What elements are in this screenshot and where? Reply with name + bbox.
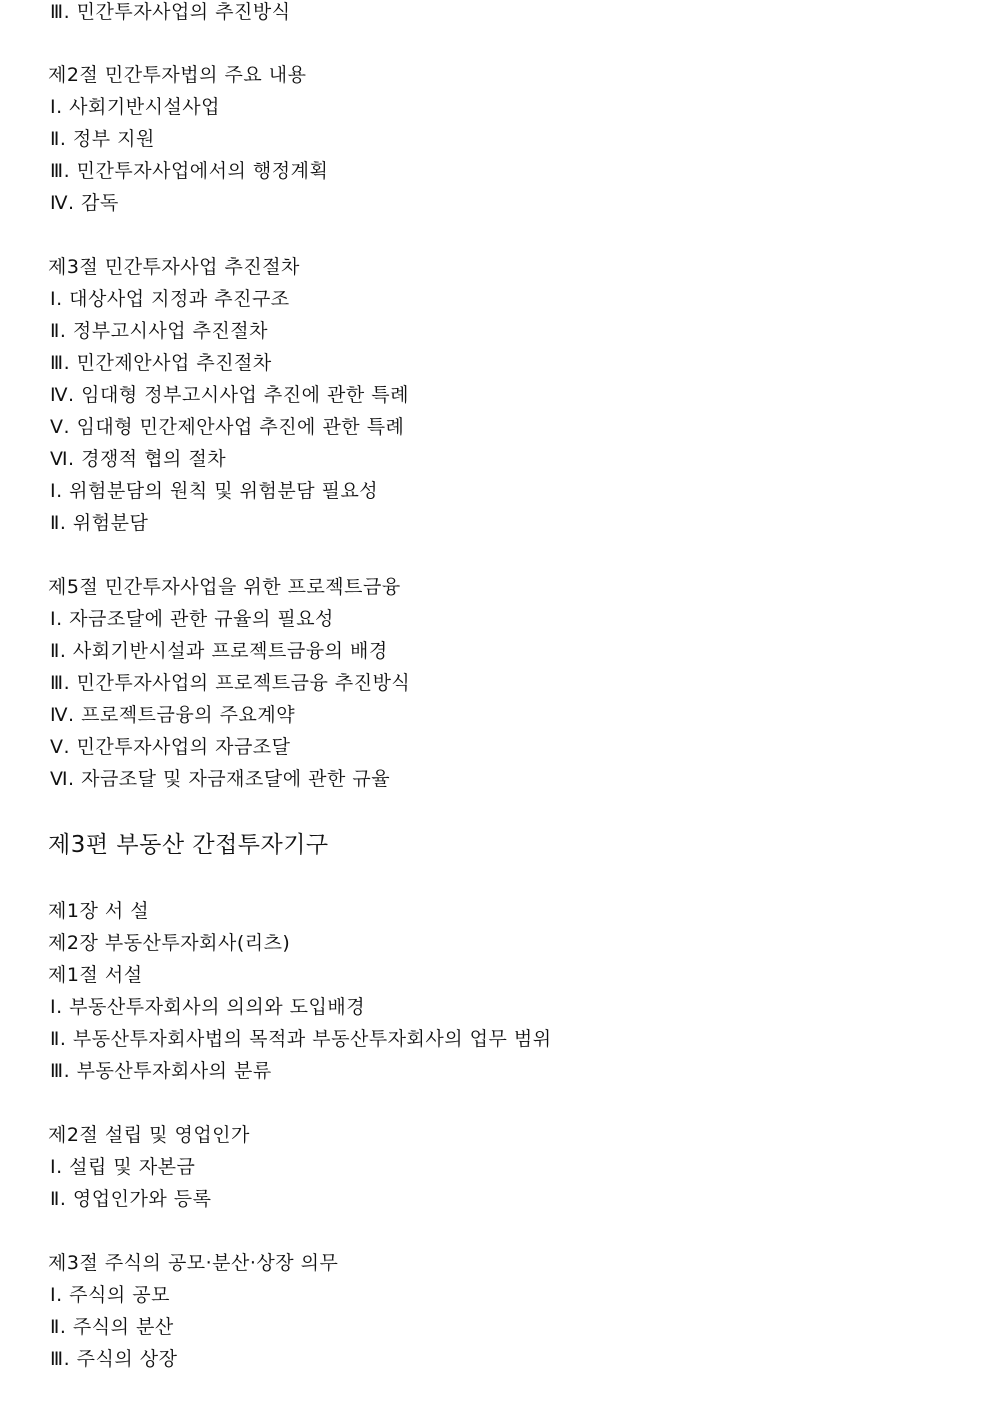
toc-item: Ⅱ. 부동산투자회사법의 목적과 부동산투자회사의 업무 범위 [50, 1028, 552, 1050]
toc-item: Ⅲ. 민간투자사업의 프로젝트금융 추진방식 [50, 672, 411, 694]
section-heading: 제2장 부동산투자회사(리츠) [48, 932, 291, 954]
toc-item: Ⅰ. 위험분담의 원칙 및 위험분담 필요성 [50, 480, 379, 502]
toc-item: Ⅴ. 민간투자사업의 자금조달 [50, 736, 291, 758]
toc-item: Ⅲ. 부동산투자회사의 분류 [50, 1060, 272, 1082]
toc-item: Ⅵ. 경쟁적 협의 절차 [50, 448, 227, 470]
toc-item: Ⅱ. 위험분담 [50, 512, 149, 534]
toc-item: Ⅳ. 감독 [50, 192, 119, 214]
toc-item: Ⅳ. 프로젝트금융의 주요계약 [50, 704, 296, 726]
toc-item: Ⅰ. 주식의 공모 [50, 1284, 170, 1306]
toc-item: Ⅰ. 자금조달에 관한 규율의 필요성 [50, 608, 334, 630]
toc-item: Ⅱ. 영업인가와 등록 [50, 1188, 212, 1210]
toc-item: Ⅱ. 정부고시사업 추진절차 [50, 320, 269, 342]
toc-item: Ⅲ. 민간투자사업의 추진방식 [50, 1, 291, 23]
toc-item: Ⅱ. 주식의 분산 [50, 1316, 174, 1338]
section-heading: 제1장 서 설 [48, 900, 150, 922]
toc-item: Ⅱ. 사회기반시설과 프로젝트금융의 배경 [50, 640, 388, 662]
toc-item: Ⅱ. 정부 지원 [50, 128, 155, 150]
section-heading: 제3절 민간투자사업 추진절차 [48, 256, 300, 278]
toc-item: Ⅰ. 부동산투자회사의 의의와 도입배경 [50, 996, 366, 1018]
toc-item: Ⅰ. 사회기반시설사업 [50, 96, 221, 118]
section-heading: 제1절 서설 [48, 964, 143, 986]
toc-item: Ⅲ. 주식의 상장 [50, 1348, 178, 1370]
toc-item: Ⅰ. 설립 및 자본금 [50, 1156, 196, 1178]
toc-item: Ⅲ. 민간제안사업 추진절차 [50, 352, 272, 374]
section-heading: 제2절 민간투자법의 주요 내용 [48, 64, 307, 86]
part-heading: 제3편 부동산 간접투자기구 [48, 832, 329, 858]
toc-item: Ⅲ. 민간투자사업에서의 행정계획 [50, 160, 329, 182]
toc-item: Ⅳ. 임대형 정부고시사업 추진에 관한 특례 [50, 384, 409, 406]
section-heading: 제5절 민간투자사업을 위한 프로젝트금융 [48, 576, 401, 598]
toc-item: Ⅵ. 자금조달 및 자금재조달에 관한 규율 [50, 768, 391, 790]
section-heading: 제3절 주식의 공모·분산·상장 의무 [48, 1252, 339, 1274]
toc-item: Ⅰ. 대상사업 지정과 추진구조 [50, 288, 290, 310]
section-heading: 제2절 설립 및 영업인가 [48, 1124, 250, 1146]
toc-item: Ⅴ. 임대형 민간제안사업 추진에 관한 특례 [50, 416, 405, 438]
